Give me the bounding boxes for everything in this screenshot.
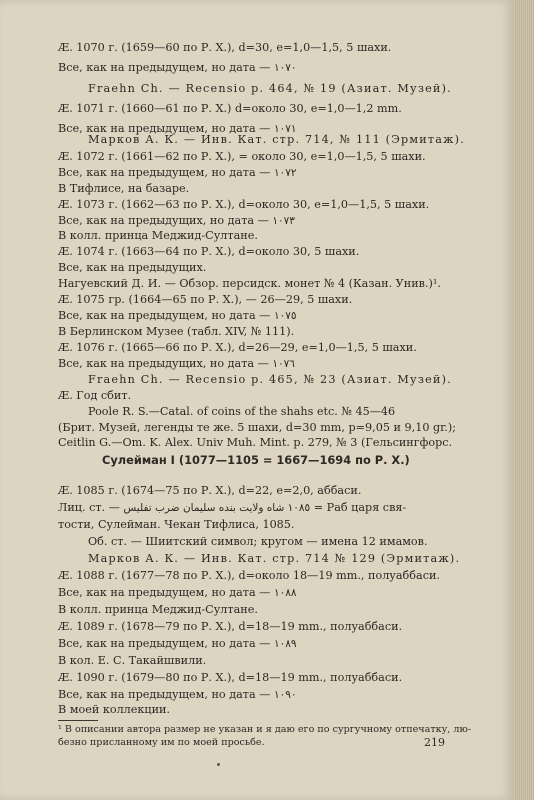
text-line-main: тости, Сулейман. Чекан Тифлиса, 1085.	[58, 518, 295, 531]
text-line	[58, 569, 440, 583]
arabic-date: ١٠٩٠	[273, 689, 297, 701]
text-line: Ceitlin G.—Om. K. Alex. Univ Muh. Mint. p. 279, № 3 (Гельсингфорс.	[58, 436, 453, 449]
text-line: В Тифлисе, на базаре.	[58, 182, 190, 195]
text-line: Æ. 1072 г. (1661—62 по Р. Х.), = около 30, e=1,0—1,5, 5 шахи.	[58, 150, 426, 163]
text-line	[58, 518, 294, 532]
text-line: Æ. 1074 г. (1663—64 по Р. Х.), d=около 30, 5 шахи.	[58, 245, 360, 258]
ink-speck	[217, 763, 220, 766]
text-line	[58, 654, 206, 668]
text-line: Все, как на предыдущих, но дата — ١٠٧٣	[58, 214, 295, 227]
text-line	[58, 484, 361, 498]
text-line: Все, как на предыдущем, но дата — ١٠٧٠	[58, 61, 297, 74]
section-heading: Сулейман I (1077—1105 = 1667—1694 по Р. Х.)	[102, 453, 410, 467]
text-line-main: В кол. Е. С. Такайшвили.	[58, 654, 207, 667]
text-line-tail: = Раб царя свя-	[313, 501, 407, 514]
text-line: Fraehn Ch. — Recensio p. 464, № 19 (Азиат. Музей).	[88, 82, 452, 95]
footnote-line: безно присланному им по моей просьбе.	[58, 737, 265, 748]
text-line: Æ. 1076 г. (1665—66 по Р. Х.), d=26—29, e=1,0—1,5, 5 шахи.	[58, 341, 417, 354]
text-line	[58, 637, 297, 651]
text-line: Все, как на предыдущем, но дата — ١٠٧٥	[58, 309, 297, 322]
text-line: Æ. 1071 г. (1660—61 по Р. Х.) d=около 30, e=1,0—1,2 mm.	[58, 102, 402, 115]
text-line	[58, 703, 170, 717]
text-line	[58, 501, 406, 515]
text-line-main: Æ. 1085 г. (1674—75 по Р. Х.), d=22, e=2,0, аббаси.	[58, 484, 362, 497]
text-line: В Берлинском Музее (табл. XIV, № 111).	[58, 325, 295, 338]
page-edge	[514, 0, 534, 800]
text-line-main: Об. ст. — Шиитский символ; кругом — имена 12 имамов.	[88, 535, 428, 548]
text-line	[88, 535, 428, 549]
text-line: Все, как на предыдущих.	[58, 261, 207, 274]
text-line: Все, как на предыдущих, но дата — ١٠٧٦	[58, 357, 295, 370]
text-line-main: Марков А. К. — Инв. Кат. стр. 714 № 129 (Эрмитаж).	[88, 552, 461, 565]
text-line	[88, 552, 460, 566]
text-line-main: Все, как на предыдущем, но дата —	[58, 637, 271, 650]
text-line: Fraehn Ch. — Recensio p. 465, № 23 (Азиат. Музей).	[88, 373, 452, 386]
text-line	[58, 586, 297, 600]
text-line: Все, как на предыдущем, но дата — ١٠٧٢	[58, 166, 297, 179]
text-line	[58, 620, 402, 634]
text-line-main: Æ. 1090 г. (1679—80 по Р. Х.), d=18—19 mm., полуаббаси.	[58, 671, 403, 684]
text-line-main: В колл. принца Меджид-Султане.	[58, 603, 258, 616]
arabic-date: ١٠٨٥ شاه ولايت بنده سليمان ضرب تفليس	[123, 502, 311, 514]
arabic-date: ١٠٨٩	[273, 638, 297, 650]
text-line: Марков А. К. — Инв. Кат. стр. 714, № 111 (Эрмитаж).	[88, 133, 465, 146]
text-line: Æ. 1075 гр. (1664—65 по Р. Х.), — 26—29, 5 шахи.	[58, 293, 353, 306]
text-line-main: Лиц. ст. —	[58, 501, 120, 514]
text-line-main: В моей коллекции.	[58, 703, 171, 716]
text-line: Все, как на предыдущем, но дата — ١٠٧١	[58, 122, 297, 135]
arabic-date: ١٠٨٨	[273, 587, 297, 599]
footnote-rule	[58, 720, 98, 721]
text-line: Poole R. S.—Catal. of coins of the shahs etc. № 45—46	[88, 405, 396, 418]
text-line: Æ. 1070 г. (1659—60 по Р. Х.), d=30, e=1,0—1,5, 5 шахи.	[58, 41, 392, 54]
text-line	[58, 688, 297, 702]
text-line-main: Æ. 1088 г. (1677—78 по Р. Х.), d=около 18—19 mm., полуаббаси.	[58, 569, 440, 582]
text-line	[58, 671, 402, 685]
text-line: Нагуевский Д. И. — Обзор. персидск. монет № 4 (Казан. Унив.)¹.	[58, 277, 441, 290]
footnote-line: ¹ В описании автора размер не указан и я даю его по сургучному отпечатку, лю-	[58, 724, 472, 735]
text-line-main: Æ. 1089 г. (1678—79 по Р. Х.), d=18—19 mm., полуаббаси.	[58, 620, 403, 633]
text-line: Æ. 1073 г. (1662—63 по Р. Х.), d=около 30, e=1,0—1,5, 5 шахи.	[58, 198, 430, 211]
text-line-main: Все, как на предыдущем, но дата —	[58, 586, 271, 599]
text-line: В колл. принца Меджид-Султане.	[58, 229, 258, 242]
text-line-main: Все, как на предыдущем, но дата —	[58, 688, 271, 701]
text-line: (Брит. Музей, легенды те же. 5 шахи, d=30 mm, p=9,05 и 9,10 gr.);	[58, 421, 456, 434]
page-number: 219	[424, 736, 445, 749]
text-line: Æ. Год сбит.	[58, 389, 132, 402]
text-line	[58, 603, 258, 617]
